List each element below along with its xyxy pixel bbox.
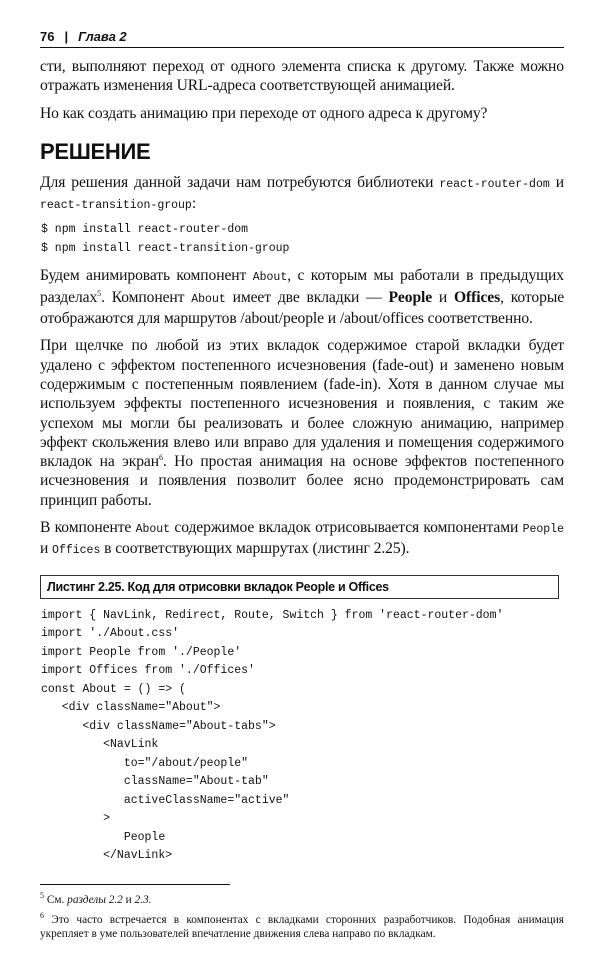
inline-code: About [191,292,226,306]
text: имеет две вкладки — [225,288,389,306]
code-line: </NavLink> [41,849,173,863]
code-line: import Offices from './Offices' [41,664,255,678]
running-header [40,29,564,48]
code-line: const About = () => ( [41,682,186,696]
text: В компоненте [40,519,136,537]
code-line: <NavLink [41,738,159,752]
text: . Но простая анимация на основе эффектов постепенного исчезновения и появления позволит более ясно продемонстрировать сам принцип работы. [40,453,565,509]
bold-text: Offices [454,288,501,306]
code-line: $ npm install react-router-dom [41,223,249,237]
text: , которые отображаются для маршрутов /about/people и /about/offices соответственно. [40,288,565,328]
inline-code: People [522,523,564,537]
chapter-label: Глава 2 [78,29,127,44]
text: и [549,173,565,191]
code-line: > [41,812,111,826]
italic-text: разделы 2.2 [67,893,123,906]
install-code-block [41,221,564,258]
code-line: className="About-tab" [41,775,269,789]
header-separator: | [64,29,69,44]
text: : [191,195,197,213]
inline-code: About [252,271,288,285]
page-number: 76 [40,29,55,44]
paragraph-5 [40,336,564,510]
code-line: $ npm install react-transition-group [41,241,290,255]
text: При щелчке по любой из этих вкладок содержимое старой вкладки будет удалено с эффектом постепенного исчезновения (fade-out) и заменено новым содержимым с постепенным появлением (fade-in). Хотя в данном случае мы используем эффекты постепенного исчезновения и появления, с таким же успехом мы могли бы реализовать и более сложную анимацию, например эффект скольжения влево или вправо для удаления и помещения содержимого вкладок на экран [40,337,564,471]
footnote-number: 6 [40,910,44,920]
listing-code-block [41,607,564,866]
text: и [122,893,135,906]
footnote-ref[interactable]: 5 [97,288,102,298]
footnote-divider [40,884,230,885]
footnote-ref[interactable]: 6 [159,452,163,462]
text: Будем анимировать компонент [40,267,253,285]
text: содержимое вкладок отрисовывается компонентами [170,519,523,537]
listing-caption: Листинг 2.25. Код для отрисовки вкладок People и Offices [40,575,559,599]
section-heading: РЕШЕНИЕ [40,138,151,164]
paragraph-4 [40,266,564,328]
code-line: to="/about/people" [41,756,249,770]
footnote-number: 5 [40,890,44,900]
code-line: People [41,830,166,844]
text: в соответствующих маршрутах (листинг 2.25). [100,540,410,558]
code-line: import People from './People' [41,645,242,659]
italic-text: 2.3. [134,893,152,906]
text: . Компонент [101,288,192,306]
inline-code: About [135,523,171,537]
code-line: <div className="About-tabs"> [41,719,276,733]
text: Для решения данной задачи нам потребуются библиотеки [40,173,440,191]
code-line: import './About.css' [41,627,180,641]
text: и [40,540,53,558]
text: См. [44,893,68,906]
footnote-5 [40,890,564,907]
paragraph-2: Но как создать анимацию при переходе от одного адреса к другому? [40,104,488,122]
paragraph-1: сти, выполняют переход от одного элемента списка к другому. Также можно отражать изменения URL-адреса соответствующей анимацией. [40,58,564,95]
paragraph-6 [40,518,564,561]
inline-code: react-transition-group [40,199,192,213]
inline-code: react-router-dom [439,177,550,191]
inline-code: Offices [52,544,101,558]
text: и [432,288,455,306]
code-line: import { NavLink, Redirect, Route, Switch } from 'react-router-dom' [41,608,504,622]
footnote-6 [40,910,564,941]
text: Это часто встречается в компонентах с вкладками сторонних разработчиков. Подобная анимация укрепляет в уме пользователей впечатление движения слева направо по вкладкам. [40,913,564,940]
code-line: <div className="About"> [41,701,221,715]
code-line: activeClassName="active" [41,793,290,807]
text: , с которым мы работали в предыдущих разделах [40,267,564,306]
paragraph-3 [40,173,564,216]
bold-text: People [388,288,433,306]
